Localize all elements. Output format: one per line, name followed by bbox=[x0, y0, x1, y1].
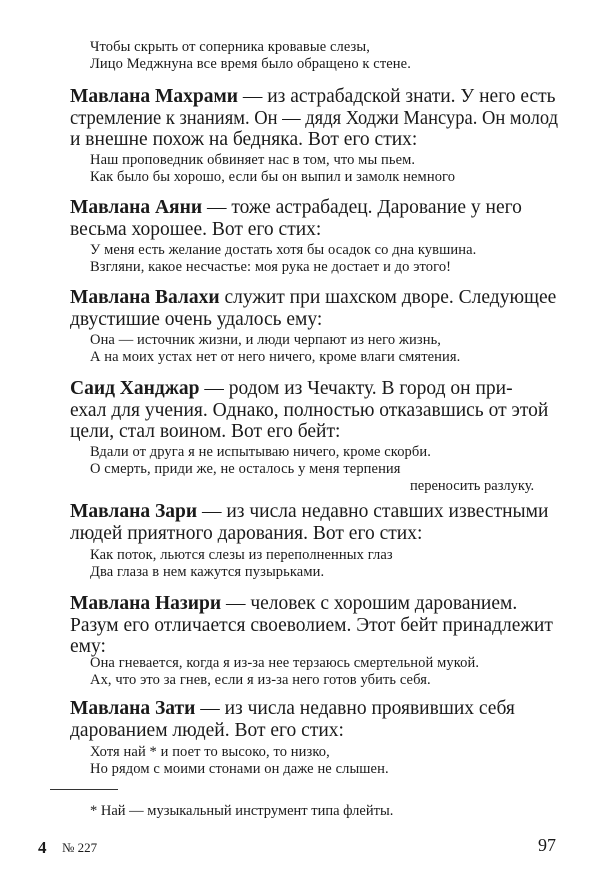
verse-line: Как поток, льются слезы из переполненных глаз bbox=[90, 547, 393, 563]
poet-name: Мавлана Назири bbox=[70, 593, 222, 614]
footnote-divider bbox=[50, 789, 118, 790]
entry-text: двустишие очень удалось ему: bbox=[70, 308, 323, 330]
entry-verse bbox=[90, 655, 479, 689]
poet-name: Мавлана Аяни bbox=[70, 197, 203, 218]
signature-number: 4 bbox=[38, 838, 47, 857]
order-number: № 227 bbox=[62, 840, 98, 855]
verse-line: У меня есть желание достать хотя бы осадок со дна кувшина. bbox=[90, 242, 477, 258]
entry-text: стремление к знаниям. Он — дядя Ходжи Мансура. Он молод bbox=[70, 107, 558, 129]
poet-name: Мавлана Махрами bbox=[70, 86, 238, 107]
poet-name: Мавлана Зати bbox=[70, 698, 196, 719]
verse-line: А на моих устах нет от него ничего, кроме влаги смятения. bbox=[90, 349, 461, 365]
poet-name: Саид Ханджар bbox=[70, 378, 200, 399]
entry-paragraph bbox=[70, 378, 558, 443]
entry-text: — из астрабадской знати. У него есть bbox=[238, 86, 556, 107]
entry-text: дарованием людей. Вот его стих: bbox=[70, 719, 344, 741]
entry-text: Разум его отличается своеволием. Этот бейт принадлежит bbox=[70, 614, 553, 636]
verse-line: Хотя най * и поет то высоко, то низко, bbox=[90, 744, 330, 760]
entry-text: — из числа недавно проявивших себя bbox=[195, 698, 515, 719]
entry-text: — из числа недавно ставших известными bbox=[197, 501, 549, 522]
verse-line: Она — источник жизни, и люди черпают из него жизнь, bbox=[90, 332, 442, 348]
verse-line: Лицо Меджнуна все время было обращено к стене. bbox=[90, 56, 411, 72]
verse-line: Ах, что это за гнев, если я из-за него готов убить себя. bbox=[90, 672, 431, 688]
poet-name: Мавлана Валахи bbox=[70, 287, 220, 308]
verse-line: Вдали от друга я не испытываю ничего, кроме скорби. bbox=[90, 444, 431, 460]
entry-paragraph bbox=[70, 593, 558, 658]
entry-text: цели, стал воином. Вот его бейт: bbox=[70, 421, 341, 442]
entry-verse bbox=[90, 152, 455, 186]
verse-line: Наш проповедник обвиняет нас в том, что мы пьем. bbox=[90, 152, 416, 168]
poet-name: Мавлана Зари bbox=[70, 501, 198, 522]
entry-verse bbox=[90, 242, 476, 276]
entry-paragraph bbox=[70, 86, 558, 151]
entry-text: ехал для учения. Однако, полностью отказавшись от этой bbox=[70, 399, 549, 421]
verse-continuation: переносить разлуку. bbox=[410, 478, 535, 494]
verse-line: Два глаза в нем кажутся пузырьками. bbox=[90, 564, 325, 580]
verse-line: Взгляни, какое несчастье: моя рука не достает и до этого! bbox=[90, 259, 452, 275]
entry-verse bbox=[90, 332, 460, 366]
page-number: 97 bbox=[538, 835, 556, 855]
entry-paragraph bbox=[70, 287, 558, 330]
verse-line: Чтобы скрыть от соперника кровавые слезы, bbox=[90, 39, 370, 55]
entry-text: весьма хорошее. Вот его стих: bbox=[70, 218, 322, 240]
entry-verse bbox=[90, 547, 393, 581]
entry-paragraph bbox=[70, 197, 558, 240]
footnote: * Най — музыкальный инструмент типа флейты. bbox=[90, 803, 394, 819]
verse-line: О смерть, приди же, не осталось у меня терпения bbox=[90, 461, 401, 477]
entry-paragraph bbox=[70, 501, 558, 544]
verse-line: Но рядом с моими стонами он даже не слышен. bbox=[90, 761, 389, 777]
verse-line: Она гневается, когда я из-за нее терзаюсь смертельной мукой. bbox=[90, 655, 480, 671]
entry-text: — тоже астрабадец. Дарование у него bbox=[202, 197, 522, 218]
entry-verse bbox=[90, 744, 389, 778]
top-verse bbox=[90, 39, 411, 73]
entry-text: служит при шахском дворе. Следующее bbox=[219, 287, 557, 308]
entry-text: людей приятного дарования. Вот его стих: bbox=[70, 522, 423, 544]
verse-line: Как было бы хорошо, если бы он выпил и замолк немного bbox=[90, 169, 456, 185]
entry-paragraph bbox=[70, 698, 558, 741]
entry-text: — родом из Чечакту. В город он при- bbox=[199, 378, 513, 399]
entry-text: ему: bbox=[70, 636, 106, 657]
entry-text: и внешне похож на бедняка. Вот его стих: bbox=[70, 129, 418, 150]
entry-text: — человек с хорошим дарованием. bbox=[221, 593, 518, 614]
entry-verse bbox=[90, 444, 431, 478]
